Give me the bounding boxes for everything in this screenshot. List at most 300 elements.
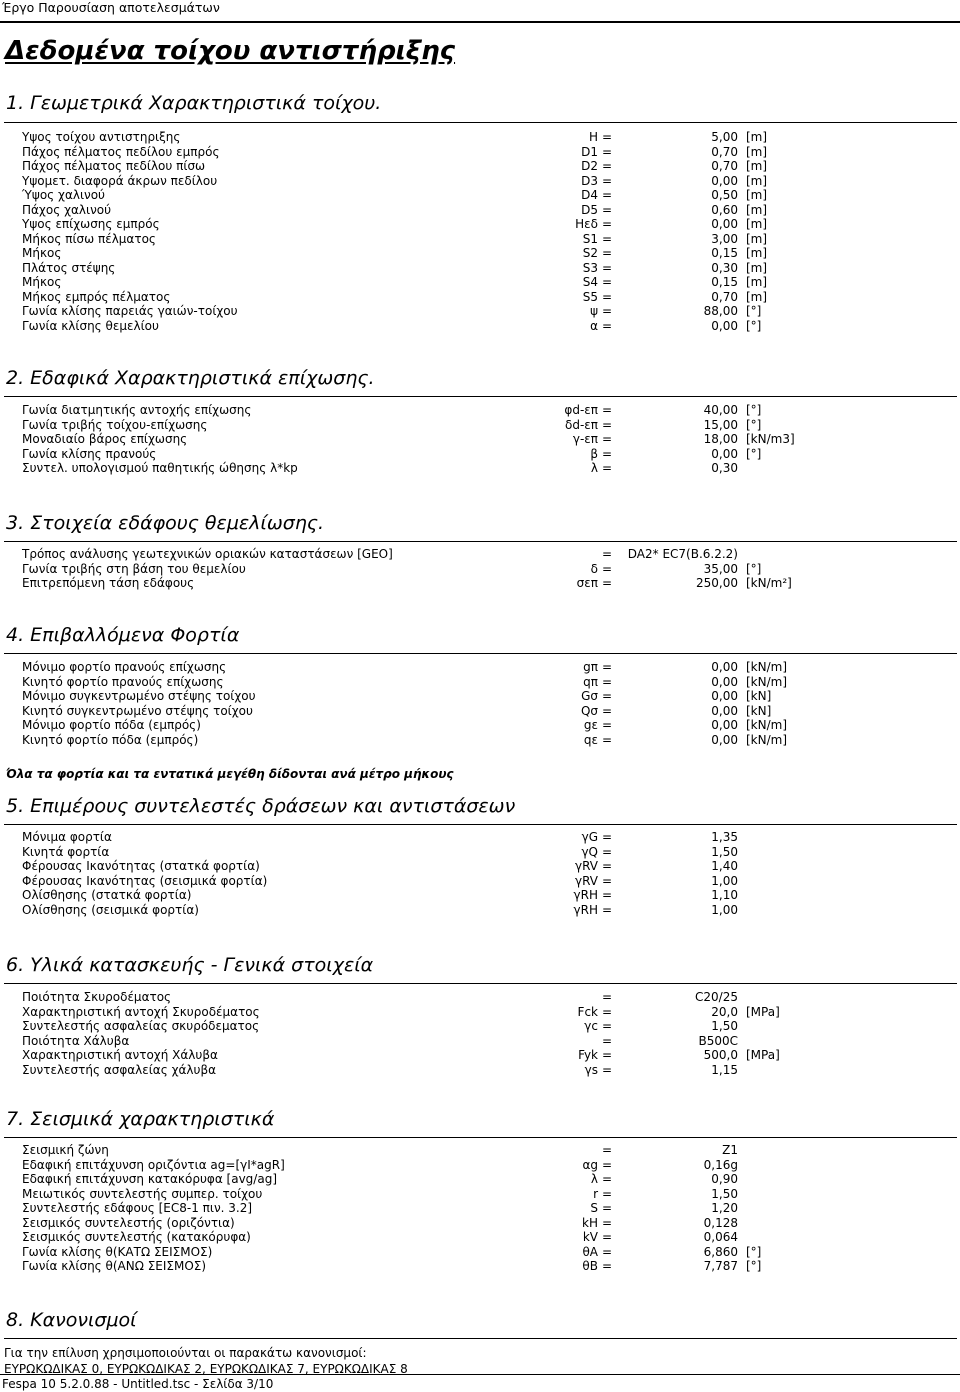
parameter-symbol: γRV	[575, 873, 598, 888]
parameter-symbol: D3	[581, 173, 598, 188]
parameter-unit: [m]	[746, 202, 768, 217]
parameter-symbol: γQ	[581, 844, 598, 859]
parameter-symbol: D4	[581, 188, 598, 202]
parameter-row	[0, 903, 960, 918]
parameter-symbol: γ-επ	[572, 432, 598, 446]
parameter-label: Υψομετ. διαφορά άκρων πεδίλου	[22, 173, 218, 188]
parameter-label: Εδαφική επιτάχυνση οριζόντια ag=[γI*agR]	[22, 1157, 285, 1172]
parameter-value: 0,00	[711, 674, 738, 689]
parameter-symbol: β	[590, 446, 598, 461]
section-note: Όλα τα φορτία και τα εντατικά μεγέθη δίδονται ανά μέτρο μήκους	[6, 767, 454, 781]
parameter-label: Ολίσθησης (στατκά φορτία)	[22, 888, 192, 902]
parameter-row	[0, 859, 960, 874]
parameter-unit: [m]	[746, 130, 768, 144]
parameter-label: Γωνία κλίσης παρειάς γαιών-τοίχου	[22, 304, 238, 318]
parameter-label: Γωνία κλίσης πρανούς	[22, 446, 157, 461]
parameter-value: 0,15	[711, 275, 738, 289]
equals-sign: =	[602, 873, 613, 888]
section-divider	[4, 396, 957, 397]
parameter-unit: [m]	[746, 260, 768, 275]
parameter-row	[0, 1048, 960, 1063]
parameter-row	[0, 418, 960, 433]
parameter-row	[0, 1158, 960, 1173]
equals-sign: =	[602, 1004, 613, 1019]
parameter-unit: [m]	[746, 275, 768, 289]
parameter-row	[0, 246, 960, 261]
section-divider	[4, 824, 957, 825]
parameter-unit: [kN/m]	[746, 732, 788, 747]
parameter-label: Γωνία κλίσης θεμελίου	[22, 318, 159, 333]
parameter-value: 0,064	[703, 1230, 738, 1244]
parameter-symbol: r	[593, 1186, 598, 1201]
equals-sign: =	[602, 231, 613, 246]
equals-sign: =	[602, 830, 613, 844]
parameter-label: Τρόπος ανάλυσης γεωτεχνικών οριακών καταστάσεων [GEO]	[22, 547, 393, 561]
parameter-symbol: D5	[581, 202, 598, 217]
equals-sign: =	[602, 417, 613, 432]
parameter-value: 0,00	[711, 660, 738, 674]
parameter-value: 1,50	[711, 844, 738, 859]
parameter-label: Υψος επίχωσης εμπρός	[22, 217, 160, 231]
parameter-row	[0, 432, 960, 447]
parameter-symbol: D1	[581, 144, 598, 159]
parameter-value: 20,0	[711, 1004, 738, 1019]
parameter-row	[0, 990, 960, 1005]
parameter-symbol: gπ	[583, 660, 598, 674]
parameter-symbol: gε	[583, 718, 598, 732]
equals-sign: =	[602, 990, 613, 1004]
parameter-value: 0,15	[711, 246, 738, 260]
parameter-value: 0,00	[711, 689, 738, 703]
parameter-row	[0, 304, 960, 319]
parameter-list	[0, 1143, 960, 1274]
parameter-symbol: ψ	[590, 304, 598, 318]
section-divider	[4, 983, 957, 984]
parameter-label: Κινητό φορτίο πόδα (εμπρός)	[22, 732, 199, 747]
parameter-label: Πάχος πέλματος πεδίλου εμπρός	[22, 144, 220, 159]
parameter-symbol: αg	[582, 1157, 598, 1172]
equals-sign: =	[602, 660, 613, 674]
equals-sign: =	[602, 289, 613, 304]
parameter-symbol: Hεδ	[575, 217, 598, 231]
parameter-row	[0, 888, 960, 903]
parameter-row	[0, 203, 960, 218]
parameter-row	[0, 1005, 960, 1020]
section-title: 5. Επιμέρους συντελεστές δράσεων και αντιστάσεων	[6, 795, 516, 817]
footer-divider	[0, 1374, 960, 1375]
parameter-value: Z1	[722, 1143, 738, 1157]
parameter-row	[0, 1187, 960, 1202]
parameter-unit: [kN]	[746, 689, 772, 703]
parameter-value: 0,90	[711, 1172, 738, 1186]
parameter-value: 35,00	[703, 561, 738, 576]
parameter-label: Ποιότητα Χάλυβα	[22, 1033, 130, 1048]
equals-sign: =	[602, 1215, 613, 1230]
equals-sign: =	[602, 446, 613, 461]
parameter-unit: [°]	[746, 446, 762, 461]
parameter-value: 1,20	[711, 1201, 738, 1215]
parameter-symbol: λ	[590, 461, 598, 475]
parameter-symbol: σεπ	[576, 576, 598, 590]
parameter-list	[0, 547, 960, 591]
parameter-symbol: δd-επ	[565, 417, 598, 432]
parameter-unit: [kN]	[746, 703, 772, 718]
parameter-row	[0, 718, 960, 733]
equals-sign: =	[602, 674, 613, 689]
parameter-label: Μήκος πίσω πέλματος	[22, 231, 156, 246]
regulations-text: Για την επίλυση χρησιμοποιούνται οι παρακάτω κανονισμοί:	[4, 1346, 367, 1360]
parameter-unit: [°]	[746, 318, 762, 333]
parameter-label: Επιτρεπόμενη τάση εδάφους	[22, 576, 195, 590]
parameter-unit: [MPa]	[746, 1004, 780, 1019]
parameter-row	[0, 261, 960, 276]
parameter-label: Συντελεστής ασφαλείας χάλυβα	[22, 1062, 217, 1077]
parameter-label: Μόνιμο φορτίο πόδα (εμπρός)	[22, 718, 201, 732]
parameter-row	[0, 130, 960, 145]
equals-sign: =	[602, 1201, 613, 1215]
equals-sign: =	[602, 888, 613, 902]
parameter-row	[0, 159, 960, 174]
parameter-symbol: S	[590, 1201, 598, 1215]
parameter-list	[0, 830, 960, 917]
section-divider	[4, 122, 957, 123]
parameter-value: 0,00	[711, 173, 738, 188]
parameter-unit: [m]	[746, 246, 768, 260]
parameter-label: Εδαφική επιτάχυνση κατακόρυφα [avg/ag]	[22, 1172, 277, 1186]
parameter-label: Πάχος πέλματος πεδίλου πίσω	[22, 159, 206, 173]
parameter-row	[0, 145, 960, 160]
equals-sign: =	[602, 432, 613, 446]
equals-sign: =	[602, 159, 613, 173]
parameter-value: 0,16g	[703, 1157, 738, 1172]
parameter-symbol: Qσ	[580, 703, 598, 718]
parameter-value: 0,30	[711, 461, 738, 475]
parameter-symbol: γc	[584, 1019, 598, 1033]
equals-sign: =	[602, 202, 613, 217]
parameter-label: Φέρουσας Ικανότητας (στατκά φορτία)	[22, 859, 260, 873]
parameter-value: 0,70	[711, 144, 738, 159]
equals-sign: =	[602, 461, 613, 475]
page-footer: Fespa 10 5.2.0.88 - Untitled.tsc - Σελίδα 3/10	[2, 1377, 274, 1391]
equals-sign: =	[602, 260, 613, 275]
equals-sign: =	[602, 173, 613, 188]
parameter-symbol: Gσ	[581, 689, 598, 703]
parameter-label: Συντελ. υπολογισμού παθητικής ώθησης λ*kp	[22, 461, 298, 475]
parameter-row	[0, 217, 960, 232]
parameter-symbol: γRV	[575, 859, 598, 873]
parameter-symbol: D2	[581, 159, 598, 173]
parameter-symbol: Fck	[577, 1004, 598, 1019]
parameter-list	[0, 403, 960, 476]
equals-sign: =	[602, 1062, 613, 1077]
parameter-value: 15,00	[703, 417, 738, 432]
parameter-symbol: φd-επ	[564, 403, 598, 417]
parameter-symbol: S4	[582, 275, 598, 289]
parameter-unit: [kN/m]	[746, 660, 788, 674]
parameter-row	[0, 1216, 960, 1231]
parameter-symbol: λ	[590, 1172, 598, 1186]
equals-sign: =	[602, 188, 613, 202]
parameter-symbol: S3	[582, 260, 598, 275]
parameter-value: 0,00	[711, 318, 738, 333]
parameter-row	[0, 188, 960, 203]
parameter-symbol: γRH	[573, 888, 598, 902]
parameter-unit: [m]	[746, 289, 768, 304]
parameter-list	[0, 660, 960, 747]
parameter-value: 18,00	[703, 432, 738, 446]
parameter-value: 1,00	[711, 873, 738, 888]
parameter-value: 0,00	[711, 217, 738, 231]
parameter-symbol: S2	[582, 246, 598, 260]
equals-sign: =	[602, 144, 613, 159]
parameter-symbol: H	[588, 130, 598, 144]
parameter-label: Κινητό φορτίο πρανούς επίχωσης	[22, 674, 224, 689]
parameter-unit: [m]	[746, 173, 768, 188]
parameter-label: Μήκος	[22, 275, 62, 289]
parameter-symbol: γs	[584, 1062, 598, 1077]
parameter-row	[0, 689, 960, 704]
parameter-label: Γωνία διατμητικής αντοχής επίχωσης	[22, 403, 252, 417]
parameter-row	[0, 1245, 960, 1260]
parameter-unit: [kN/m]	[746, 674, 788, 689]
parameter-unit: [MPa]	[746, 1048, 780, 1062]
parameter-label: Ύψος χαλινού	[22, 188, 106, 202]
parameter-row	[0, 845, 960, 860]
equals-sign: =	[602, 1172, 613, 1186]
section-divider	[4, 1338, 957, 1339]
parameter-symbol: qπ	[583, 674, 598, 689]
parameter-label: Μήκος	[22, 246, 62, 260]
equals-sign: =	[602, 1244, 613, 1259]
parameter-value: 0,00	[711, 732, 738, 747]
parameter-label: Συντελεστής εδάφους [EC8-1 πιν. 3.2]	[22, 1201, 253, 1215]
equals-sign: =	[602, 718, 613, 732]
parameter-unit: [m]	[746, 188, 768, 202]
equals-sign: =	[602, 217, 613, 231]
parameter-label: Πλάτος στέψης	[22, 260, 116, 275]
parameter-value: 1,50	[711, 1186, 738, 1201]
section-title: 7. Σεισμικά χαρακτηριστικά	[6, 1108, 275, 1130]
parameter-value: 0,70	[711, 159, 738, 173]
parameter-symbol: S5	[582, 289, 598, 304]
parameter-row	[0, 1230, 960, 1245]
parameter-value: C20/25	[695, 990, 738, 1004]
equals-sign: =	[602, 703, 613, 718]
parameter-label: Συντελεστής ασφαλείας σκυρόδεματος	[22, 1019, 260, 1033]
equals-sign: =	[602, 1143, 613, 1157]
equals-sign: =	[602, 1259, 613, 1273]
equals-sign: =	[602, 403, 613, 417]
equals-sign: =	[602, 689, 613, 703]
parameter-label: Μήκος εμπρός πέλματος	[22, 289, 171, 304]
parameter-row	[0, 447, 960, 462]
parameter-value: 0,00	[711, 703, 738, 718]
parameter-unit: [°]	[746, 1259, 762, 1273]
parameter-label: Σεισμικός συντελεστής (κατακόρυφα)	[22, 1230, 251, 1244]
equals-sign: =	[602, 275, 613, 289]
section-title: 8. Κανονισμοί	[6, 1309, 137, 1331]
parameter-symbol: θB	[582, 1259, 598, 1273]
parameter-label: Γωνία κλίσης θ(ΚΑΤΩ ΣΕΙΣΜΟΣ)	[22, 1244, 213, 1259]
parameter-label: Φέρουσας Ικανότητας (σεισμικά φορτία)	[22, 873, 268, 888]
parameter-value: 1,10	[711, 888, 738, 902]
parameter-row	[0, 562, 960, 577]
equals-sign: =	[602, 1033, 613, 1048]
equals-sign: =	[602, 844, 613, 859]
parameter-label: Μόνιμο συγκεντρωμένο στέψης τοίχου	[22, 689, 256, 703]
parameter-label: Μόνιμο φορτίο πρανούς επίχωσης	[22, 660, 227, 674]
parameter-label: Χαρακτηριστική αντοχή Χάλυβα	[22, 1048, 218, 1062]
parameter-value: B500C	[698, 1033, 738, 1048]
parameter-value: 1,35	[711, 830, 738, 844]
section-divider	[4, 1137, 957, 1138]
parameter-label: Κινητά φορτία	[22, 844, 110, 859]
parameter-label: Γωνία τριβής τοίχου-επίχωσης	[22, 417, 208, 432]
parameter-row	[0, 675, 960, 690]
parameter-value: 5,00	[711, 130, 738, 144]
section-title: 4. Επιβαλλόμενα Φορτία	[6, 624, 240, 646]
parameter-label: Ποιότητα Σκυροδέματος	[22, 990, 172, 1004]
parameter-unit: [°]	[746, 561, 762, 576]
parameter-unit: [m]	[746, 217, 768, 231]
parameter-symbol: qε	[583, 732, 598, 747]
parameter-unit: [kN/m3]	[746, 432, 795, 446]
parameter-symbol: γRH	[573, 902, 598, 917]
parameter-row	[0, 576, 960, 591]
parameter-value: 0,128	[703, 1215, 738, 1230]
equals-sign: =	[602, 246, 613, 260]
parameter-label: Μειωτικός συντελεστής συμπερ. τοίχου	[22, 1186, 263, 1201]
parameter-value: 0,50	[711, 188, 738, 202]
parameter-symbol: γG	[581, 830, 598, 844]
parameter-symbol: kH	[582, 1215, 598, 1230]
parameter-value: 3,00	[711, 231, 738, 246]
parameter-value: 1,00	[711, 902, 738, 917]
parameter-label: Γωνία τριβής στη βάση του θεμελίου	[22, 561, 246, 576]
parameter-symbol: θA	[582, 1244, 598, 1259]
parameter-row	[0, 1259, 960, 1274]
parameter-row	[0, 704, 960, 719]
parameter-row	[0, 290, 960, 305]
parameter-unit: [m]	[746, 159, 768, 173]
parameter-value: DA2* EC7(B.6.2.2)	[627, 547, 738, 561]
section-title: 6. Υλικά κατασκευής - Γενικά στοιχεία	[6, 954, 374, 976]
parameter-symbol: Fyk	[578, 1048, 598, 1062]
parameter-symbol: S1	[582, 231, 598, 246]
parameter-value: 0,30	[711, 260, 738, 275]
parameter-unit: [°]	[746, 304, 762, 318]
parameter-symbol: kV	[582, 1230, 598, 1244]
parameter-row	[0, 830, 960, 845]
parameter-label: Σεισμικός συντελεστής (οριζόντια)	[22, 1215, 235, 1230]
parameter-row	[0, 275, 960, 290]
parameter-unit: [kN/m²]	[746, 576, 792, 590]
parameter-value: 88,00	[703, 304, 738, 318]
parameter-row	[0, 874, 960, 889]
parameter-row	[0, 1063, 960, 1078]
parameter-row	[0, 174, 960, 189]
parameter-value: 0,60	[711, 202, 738, 217]
parameter-unit: [°]	[746, 417, 762, 432]
parameter-unit: [kN/m]	[746, 718, 788, 732]
equals-sign: =	[602, 576, 613, 590]
equals-sign: =	[602, 130, 613, 144]
parameter-value: 250,00	[696, 576, 738, 590]
parameter-symbol: δ	[590, 561, 598, 576]
parameter-label: Πάχος χαλινού	[22, 202, 112, 217]
parameter-label: Σεισμική ζώνη	[22, 1143, 109, 1157]
parameter-value: 1,50	[711, 1019, 738, 1033]
header-divider	[0, 21, 960, 23]
parameter-value: 0,00	[711, 446, 738, 461]
section-divider	[4, 653, 957, 654]
parameter-label: Ολίσθησης (σεισμικά φορτία)	[22, 902, 199, 917]
parameter-row	[0, 733, 960, 748]
parameter-label: Χαρακτηριστική αντοχή Σκυροδέματος	[22, 1004, 260, 1019]
parameter-value: 40,00	[703, 403, 738, 417]
regulations-links: ΕΥΡΩΚΩΔΙΚΑΣ 0, ΕΥΡΩΚΩΔΙΚΑΣ 2, ΕΥΡΩΚΩΔΙΚΑΣ 7, ΕΥΡΩΚΩΔΙΚΑΣ 8	[4, 1362, 408, 1374]
section-title: 3. Στοιχεία εδάφους θεμελίωσης.	[6, 512, 325, 534]
parameter-value: 0,70	[711, 289, 738, 304]
parameter-row	[0, 1201, 960, 1216]
parameter-row	[0, 319, 960, 334]
section-divider	[4, 541, 957, 542]
parameter-row	[0, 1034, 960, 1049]
parameter-row	[0, 1172, 960, 1187]
equals-sign: =	[602, 318, 613, 333]
parameter-row	[0, 660, 960, 675]
parameter-value: 1,15	[711, 1062, 738, 1077]
parameter-label: Μόνιμα φορτία	[22, 830, 112, 844]
parameter-row	[0, 1143, 960, 1158]
equals-sign: =	[602, 859, 613, 873]
parameter-unit: [m]	[746, 231, 768, 246]
parameter-value: 1,40	[711, 859, 738, 873]
parameter-label: Υψος τοίχου αντιστηριξης	[22, 130, 181, 144]
equals-sign: =	[602, 561, 613, 576]
parameter-row	[0, 1019, 960, 1034]
parameter-value: 0,00	[711, 718, 738, 732]
equals-sign: =	[602, 304, 613, 318]
parameter-value: 6,860	[703, 1244, 738, 1259]
parameter-label: Γωνία κλίσης θ(ΑΝΩ ΣΕΙΣΜΟΣ)	[22, 1259, 207, 1273]
section-title: 1. Γεωμετρικά Χαρακτηριστικά τοίχου.	[6, 92, 382, 114]
parameter-value: 500,0	[703, 1048, 738, 1062]
parameter-symbol: α	[590, 318, 598, 333]
parameter-list	[0, 130, 960, 333]
parameter-list	[0, 990, 960, 1077]
equals-sign: =	[602, 1048, 613, 1062]
parameter-value: 7,787	[703, 1259, 738, 1273]
parameter-label: Κινητό συγκεντρωμένο στέψης τοίχου	[22, 703, 253, 718]
equals-sign: =	[602, 547, 613, 561]
parameter-row	[0, 461, 960, 476]
parameter-unit: [°]	[746, 403, 762, 417]
document-header-title: Έργο Παρουσίαση αποτελεσμάτων	[2, 0, 220, 15]
equals-sign: =	[602, 1019, 613, 1033]
page-title: Δεδομένα τοίχου αντιστήριξης	[5, 36, 456, 66]
equals-sign: =	[602, 1186, 613, 1201]
equals-sign: =	[602, 1157, 613, 1172]
equals-sign: =	[602, 732, 613, 747]
parameter-row	[0, 403, 960, 418]
parameter-row	[0, 232, 960, 247]
equals-sign: =	[602, 902, 613, 917]
equals-sign: =	[602, 1230, 613, 1244]
parameter-unit: [m]	[746, 144, 768, 159]
parameter-unit: [°]	[746, 1244, 762, 1259]
parameter-label: Μοναδιαίο βάρος επίχωσης	[22, 432, 188, 446]
